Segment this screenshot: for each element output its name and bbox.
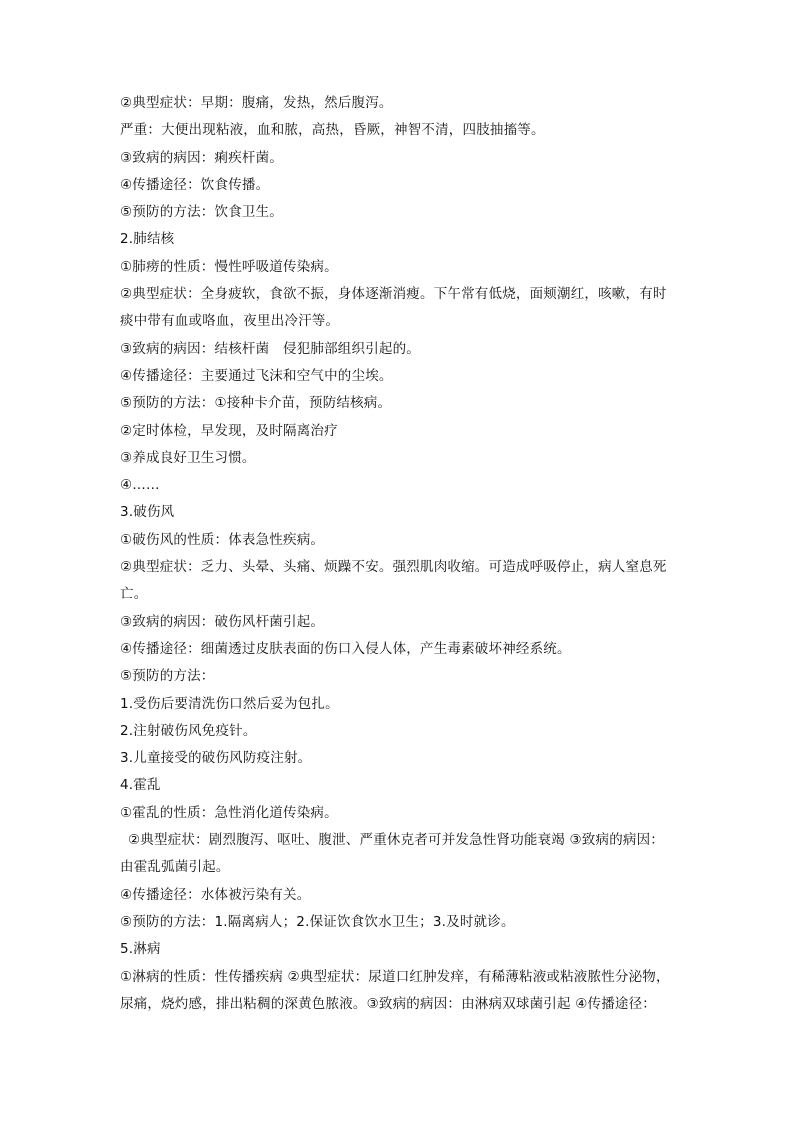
text-line: ②典型症状：早期：腹痛，发热，然后腹泻。 [120, 95, 393, 111]
text-line: 痰中带有血或咯血，夜里出冷汗等。 [120, 313, 340, 330]
text-line: 由霍乱弧菌引起。 [120, 859, 230, 876]
text-line: ④传播途径：主要通过飞沫和空气中的尘埃。 [120, 367, 393, 384]
text-line: ②典型症状：全身疲软，食欲不振，身体逐渐消瘦。下午常有低烧，面颊潮红，咳嗽，有时 [120, 286, 667, 303]
text-line: ①淋病的性质：性传播疾病 ②典型症状：尿道口红肿发痒，有稀薄粘液或粘液脓性分泌物， [120, 968, 670, 985]
text-line: 1.受伤后要清洗伤口然后妥为包扎。 [120, 695, 339, 712]
section-heading: 5.淋病 [120, 941, 161, 958]
text-line: ④传播途径：水体被污染有关。 [120, 886, 311, 903]
text-line: 2.注射破伤风免疫针。 [120, 722, 257, 739]
text-line: ②典型症状：乏力、头晕、头痛、烦躁不安。强烈肌肉收缩。可造成呼吸停止，病人窒息死 [120, 559, 667, 576]
text-line: ②定时体检，早发现，及时隔离治疗 [120, 422, 338, 439]
text-line: ③养成良好卫生习惯。 [120, 449, 256, 466]
text-line: ①霍乱的性质：急性消化道传染病。 [120, 804, 338, 821]
text-line: ④传播途径：饮食传播。 [120, 176, 270, 193]
text-line: ②典型症状：剧烈腹泻、呕吐、腹泄、严重休克者可并发急性肾功能衰竭 ③致病的病因： [128, 832, 664, 849]
text-line: ⑤预防的方法：饮食卫生。 [120, 204, 284, 221]
text-line: ⑤预防的方法：1.隔离病人；2.保证饮食饮水卫生；3.及时就诊。 [120, 913, 515, 930]
text-line: 尿痛，烧灼感，排出粘稠的深黄色脓液。③致病的病因：由淋病双球菌引起 ④传播途径： [120, 995, 656, 1012]
text-line: ③致病的病因：痢疾杆菌。 [120, 149, 284, 166]
document-body [120, 90, 680, 1018]
text-line: 严重：大便出现粘液，血和脓，高热，昏厥，神智不清，四肢抽搐等。 [120, 122, 545, 139]
text-line: 亡。 [120, 586, 148, 603]
text-line: ③致病的病因：破伤风杆菌引起。 [120, 613, 325, 630]
section-heading: 2.肺结核 [120, 231, 175, 248]
text-line: ④…… [120, 477, 160, 494]
text-line: ③致病的病因：结核杆菌 侵犯肺部组织引起的。 [120, 340, 421, 357]
text-line: ①破伤风的性质：体表急性疾病。 [120, 531, 325, 548]
section-heading: 3.破伤风 [120, 504, 175, 521]
text-line: ④传播途径：细菌透过皮肤表面的伤口入侵人体，产生毒素破坏神经系统。 [120, 640, 571, 657]
text-line: ⑤预防的方法：①接种卡介苗，预防结核病。 [120, 395, 392, 412]
text-line: ①肺痨的性质：慢性呼吸道传染病。 [120, 258, 338, 275]
text-line: ⑤预防的方法： [120, 668, 215, 685]
section-heading: 4.霍乱 [120, 777, 161, 794]
text-line: 3.儿童接受的破伤风防疫注射。 [120, 750, 312, 767]
